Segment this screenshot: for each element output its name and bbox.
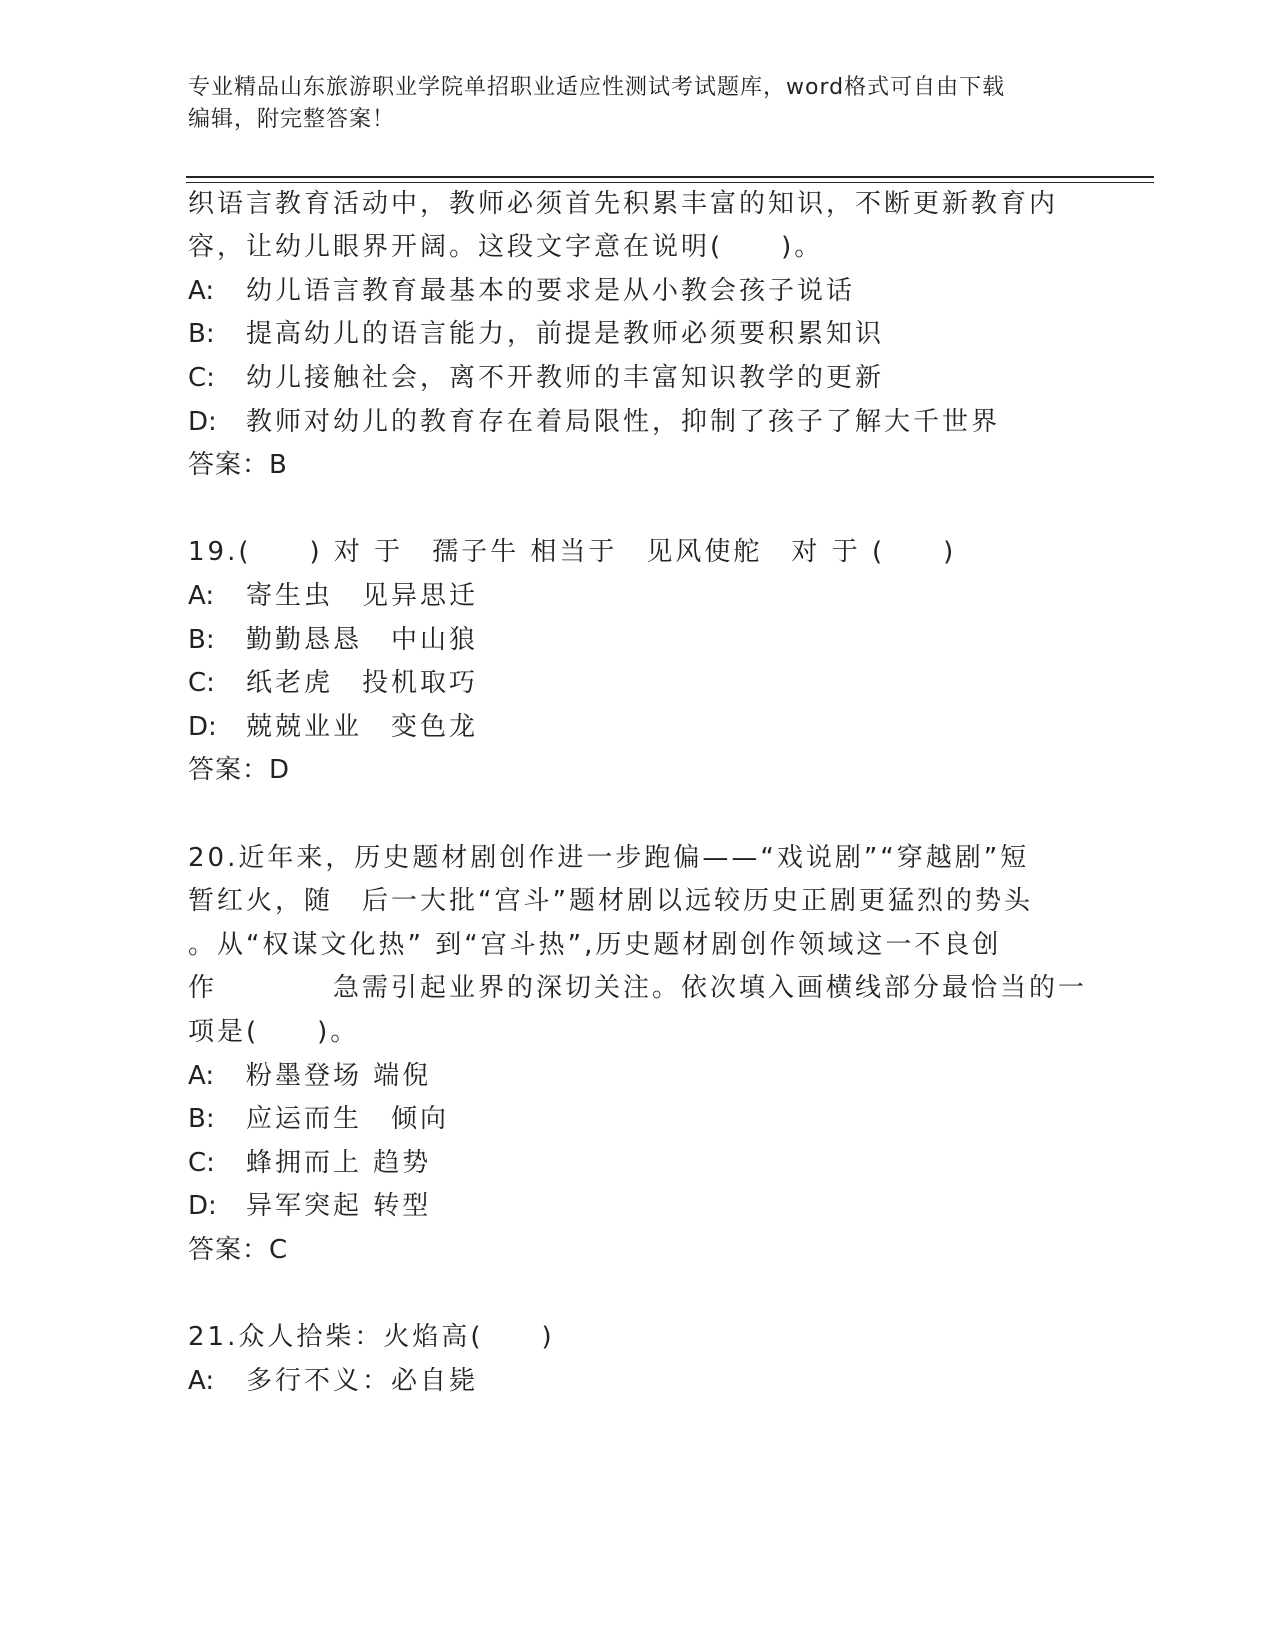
q20-answer: 答案：C — [188, 1235, 289, 1265]
q18-option-a: A: 幼儿语言教育最基本的要求是从小教会孩子说话 — [188, 276, 856, 306]
q19-option-a: A: 寄生虫 见异思迁 — [188, 581, 479, 611]
q19-stem: 19.( ) 对 于 孺子牛 相当于 见风使舵 对 于 ( ) — [188, 537, 957, 567]
q18-option-d: D: 教师对幼儿的教育存在着局限性，抑制了孩子了解大千世界 — [188, 407, 1001, 437]
q18-stem-line-2: 容，让幼儿眼界开阔。这段文字意在说明( )。 — [188, 232, 824, 262]
q20-stem-line-1: 20.近年来，历史题材剧创作进一步跑偏——“戏说剧”“穿越剧”短 — [188, 843, 1030, 873]
q19-option-c: C: 纸老虎 投机取巧 — [188, 668, 479, 698]
header-divider-thick — [186, 176, 1154, 178]
q19-option-d: D: 兢兢业业 变色龙 — [188, 712, 479, 742]
q20-stem-line-3: 。从“权谋文化热” 到“宫斗热”,历史题材剧创作领域这一不良创 — [188, 930, 1002, 960]
q20-option-c: C: 蜂拥而上 趋势 — [188, 1148, 432, 1178]
header-divider-thin — [186, 182, 1154, 183]
q21-option-a: A: 多行不义：必自毙 — [188, 1366, 479, 1396]
header-line-1: 专业精品山东旅游职业学院单招职业适应性测试考试题库，word格式可自由下载 — [188, 75, 1006, 100]
q18-option-c: C: 幼儿接触社会，离不开教师的丰富知识教学的更新 — [188, 363, 885, 393]
header-line-2: 编辑，附完整答案！ — [188, 107, 396, 132]
q18-stem-line-1: 织语言教育活动中，教师必须首先积累丰富的知识，不断更新教育内 — [188, 189, 1059, 219]
q20-option-b: B: 应运而生 倾向 — [188, 1104, 450, 1134]
q18-option-b: B: 提高幼儿的语言能力，前提是教师必须要积累知识 — [188, 319, 885, 349]
q21-stem: 21.众人拾柴：火焰高( ) — [188, 1322, 555, 1352]
q18-answer: 答案：B — [188, 450, 288, 480]
q20-option-a: A: 粉墨登场 端倪 — [188, 1061, 432, 1091]
q20-stem-line-5: 项是( )。 — [188, 1017, 360, 1047]
q20-stem-line-2: 暂红火，随 后一大批“宫斗”题材剧以远较历史正剧更猛烈的势头 — [188, 886, 1033, 916]
q20-option-d: D: 异军突起 转型 — [188, 1191, 432, 1221]
q19-answer: 答案：D — [188, 755, 291, 785]
document-header — [188, 72, 1088, 136]
q20-stem-line-4: 作 急需引起业界的深切关注。依次填入画横线部分最恰当的一 — [188, 973, 1088, 1003]
q19-option-b: B: 勤勤恳恳 中山狼 — [188, 625, 479, 655]
